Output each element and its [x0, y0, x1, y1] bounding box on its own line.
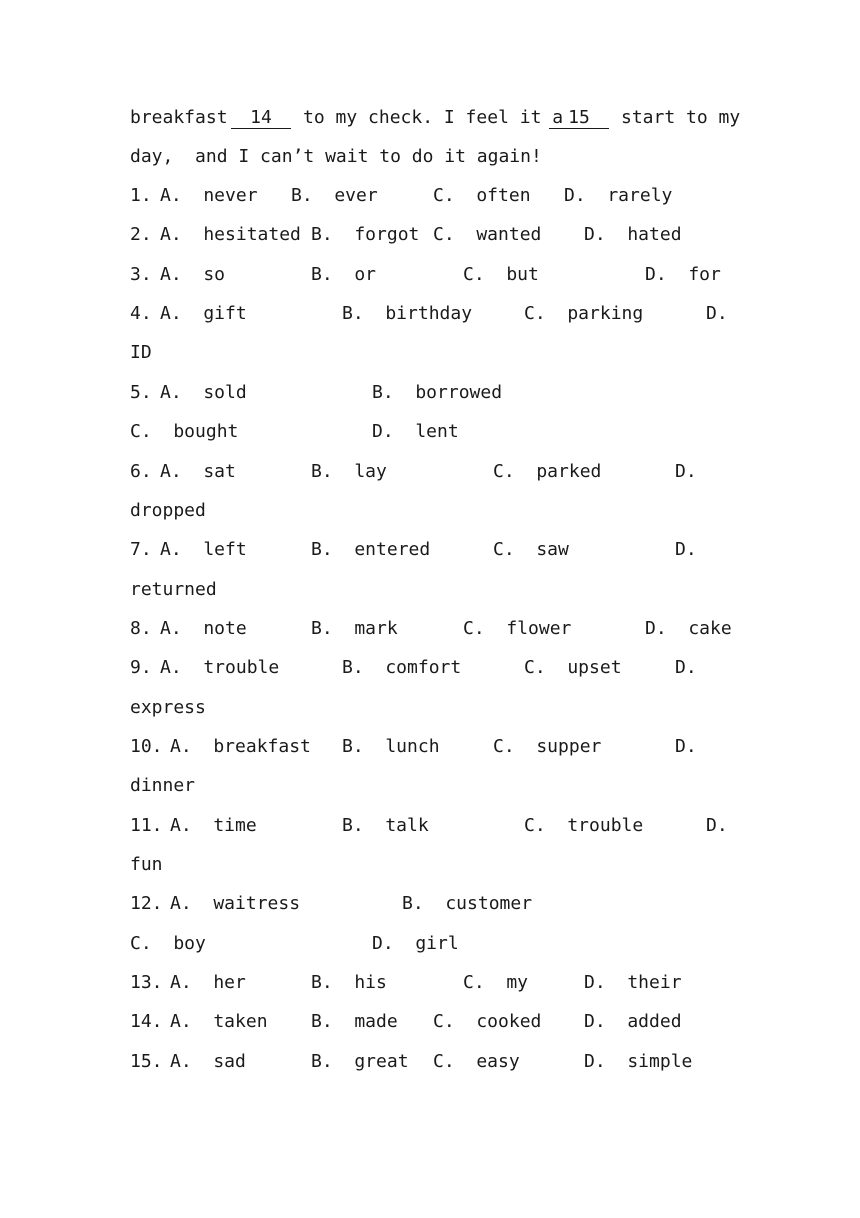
question-3 [130, 263, 750, 287]
option-d-wrap: fun [130, 854, 163, 875]
question-number: 3. [130, 264, 152, 285]
option-a: A. breakfast [170, 736, 311, 757]
question-8 [130, 617, 750, 641]
option-b: B. ever [291, 185, 378, 206]
question-number: 13. [130, 972, 163, 993]
option-b: B. made [311, 1011, 398, 1032]
option-c: C. supper [493, 736, 602, 757]
question-15 [130, 1050, 750, 1074]
option-c: C. flower [463, 618, 572, 639]
option-b: B. entered [311, 539, 431, 560]
option-a: A. so [160, 264, 226, 285]
option-d-wrap: dinner [130, 775, 196, 796]
option-c: C. but [463, 264, 539, 285]
question-number: 7. [130, 539, 152, 560]
question-5-row-2 [130, 420, 750, 444]
option-c: C. upset [524, 657, 622, 678]
option-a: A. sad [170, 1051, 246, 1072]
option-c: C. trouble [524, 815, 644, 836]
question-number: 6. [130, 461, 152, 482]
question-number: 11. [130, 815, 163, 836]
option-a: A. taken [170, 1011, 268, 1032]
option-c: C. often [433, 185, 531, 206]
option-d: D. simple [584, 1051, 693, 1072]
option-b: B. lunch [342, 736, 440, 757]
question-number: 15. [130, 1051, 163, 1072]
passage-line-2: day, and I can’t wait to do it again! [130, 146, 542, 167]
option-b: B. talk [342, 815, 429, 836]
option-d: D. for [645, 264, 721, 285]
option-d-wrap: express [130, 697, 206, 718]
option-d: D. their [584, 972, 682, 993]
option-c: C. easy [433, 1051, 520, 1072]
option-b: B. great [311, 1051, 409, 1072]
option-a: A. waitress [170, 893, 301, 914]
question-number: 10. [130, 736, 163, 757]
option-c: C. bought [130, 421, 239, 442]
option-d: D. [675, 461, 697, 482]
option-b: B. borrowed [372, 382, 503, 403]
option-a: A. left [160, 539, 247, 560]
answer-blank-14: 14 [231, 106, 291, 130]
question-number: 5. [130, 382, 152, 403]
question-5 [130, 381, 750, 405]
option-d: D. [675, 539, 697, 560]
question-9 [130, 656, 750, 680]
option-c: C. parking [524, 303, 644, 324]
option-d-wrap: returned [130, 579, 217, 600]
option-c: C. wanted [433, 224, 542, 245]
option-d: D. added [584, 1011, 682, 1032]
passage-text: start to my [621, 107, 741, 128]
question-2 [130, 223, 750, 247]
question-number: 14. [130, 1011, 163, 1032]
option-c: C. my [463, 972, 529, 993]
option-d: D. cake [645, 618, 732, 639]
option-a: A. hesitated [160, 224, 301, 245]
question-1 [130, 184, 750, 208]
option-a: A. gift [160, 303, 247, 324]
option-b: B. mark [311, 618, 398, 639]
question-10 [130, 735, 750, 759]
option-b: B. or [311, 264, 377, 285]
option-b: B. forgot [311, 224, 420, 245]
option-d: D. girl [372, 933, 459, 954]
question-12 [130, 892, 750, 916]
option-c: C. saw [493, 539, 569, 560]
question-number: 1. [130, 185, 152, 206]
option-b: B. customer [402, 893, 533, 914]
option-d: D. [706, 303, 728, 324]
option-d: D. lent [372, 421, 459, 442]
option-a: A. sat [160, 461, 236, 482]
passage-text: breakfast [130, 107, 228, 128]
option-a: A. her [170, 972, 246, 993]
option-d: D. rarely [564, 185, 673, 206]
option-d: D. [706, 815, 728, 836]
question-14 [130, 1010, 750, 1034]
question-number: 4. [130, 303, 152, 324]
option-a: A. note [160, 618, 247, 639]
passage-line-1 [130, 106, 750, 130]
option-a: A. sold [160, 382, 247, 403]
option-c: C. boy [130, 933, 206, 954]
option-a: A. never [160, 185, 258, 206]
option-a: A. trouble [160, 657, 280, 678]
option-b: B. lay [311, 461, 387, 482]
option-b: B. his [311, 972, 387, 993]
option-d: D. [675, 657, 697, 678]
question-number: 2. [130, 224, 152, 245]
answer-blank-15: 15 [549, 106, 609, 130]
option-d-wrap: dropped [130, 500, 206, 521]
question-number: 9. [130, 657, 152, 678]
question-6 [130, 460, 750, 484]
question-11 [130, 814, 750, 838]
option-a: A. time [170, 815, 257, 836]
question-12-row-2 [130, 932, 750, 956]
question-number: 12. [130, 893, 163, 914]
question-number: 8. [130, 618, 152, 639]
option-d-wrap: ID [130, 342, 152, 363]
question-7 [130, 538, 750, 562]
question-4 [130, 302, 750, 326]
option-b: B. birthday [342, 303, 473, 324]
option-b: B. comfort [342, 657, 462, 678]
option-c: C. parked [493, 461, 602, 482]
option-c: C. cooked [433, 1011, 542, 1032]
option-d: D. [675, 736, 697, 757]
question-13 [130, 971, 750, 995]
option-d: D. hated [584, 224, 682, 245]
passage-text: to my check. I feel it a [303, 107, 564, 128]
